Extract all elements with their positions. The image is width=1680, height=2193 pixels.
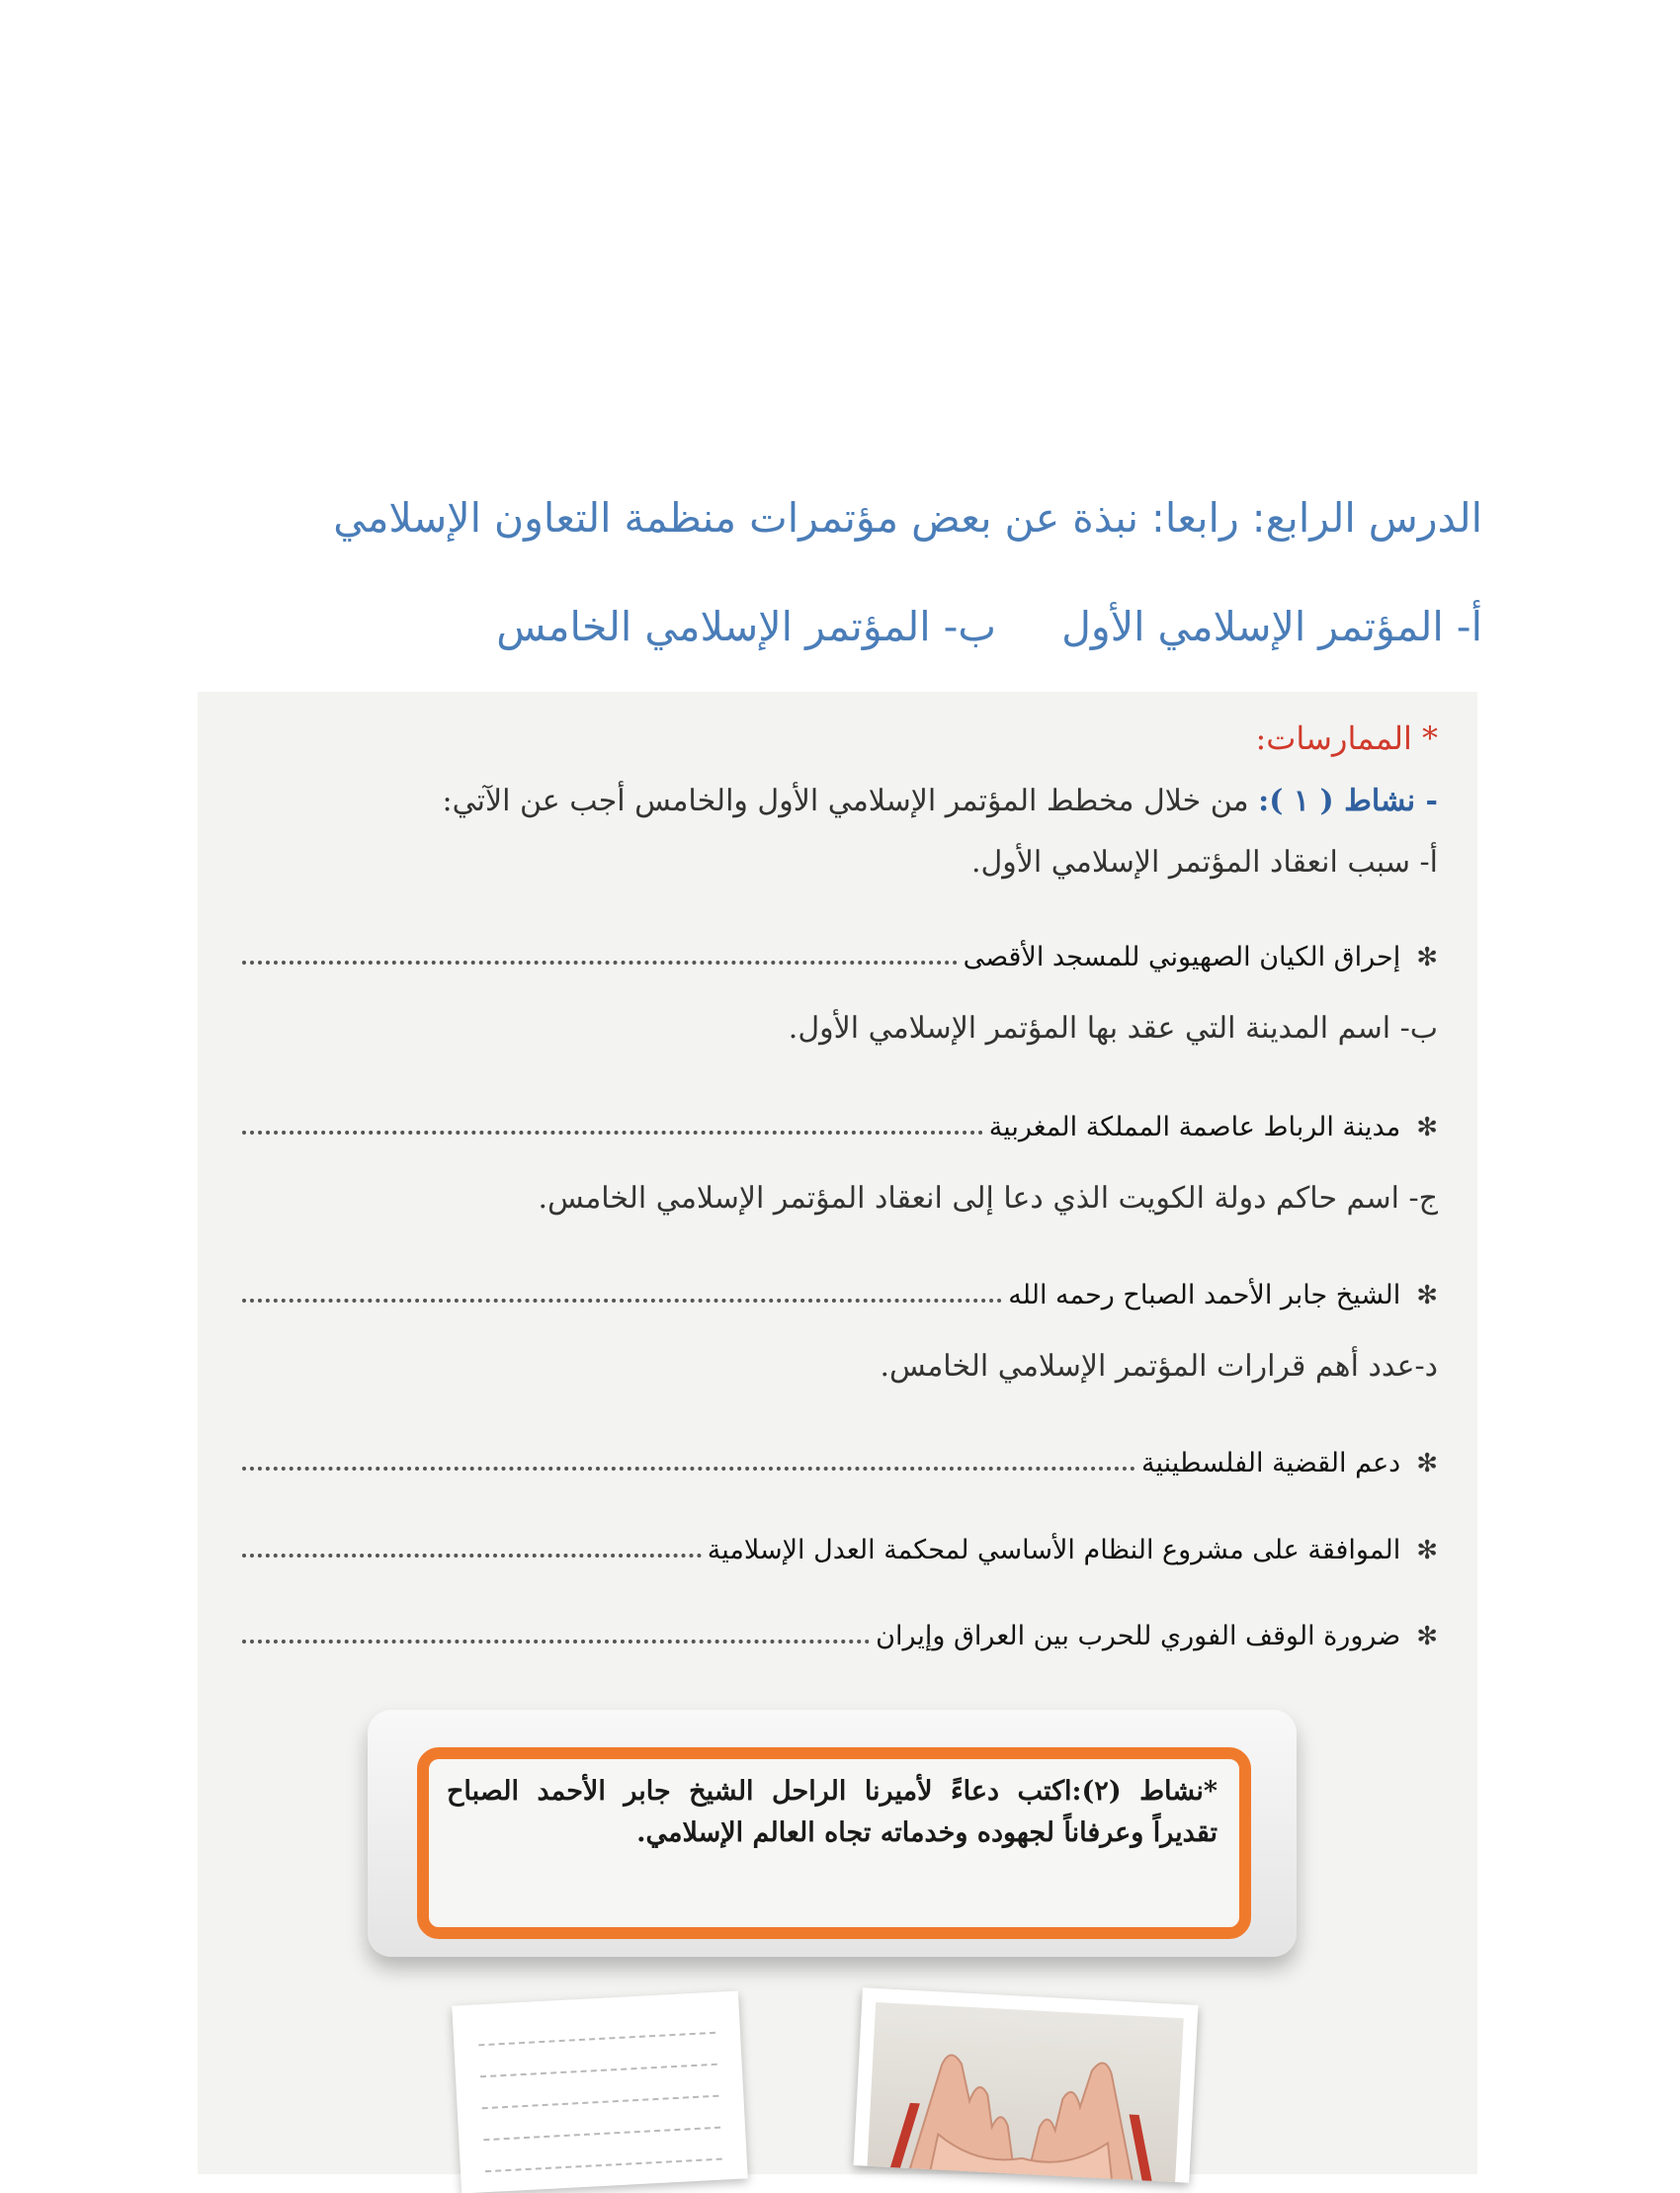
answer-text: الموافقة على مشروع النظام الأساسي لمحكمة العدل الإسلامية xyxy=(707,1535,1401,1565)
asterisk-icon: ✻ xyxy=(1416,1622,1438,1651)
praying-hands-photo xyxy=(854,1987,1199,2183)
asterisk-icon: ✻ xyxy=(1416,1113,1438,1142)
photo-area xyxy=(867,2002,1184,2183)
dotted-answer-line xyxy=(242,1640,870,1644)
answer-text: ضرورة الوقف الفوري للحرب بين العراق وإيران xyxy=(876,1621,1401,1651)
note-line xyxy=(485,2158,722,2173)
answer-line-c[interactable] xyxy=(242,1265,1438,1310)
answer-text: الشيخ جابر الأحمد الصباح رحمه الله xyxy=(1008,1280,1401,1310)
activity2-frame xyxy=(417,1747,1251,1939)
dotted-answer-line xyxy=(242,961,958,965)
dotted-answer-line xyxy=(242,1131,983,1135)
subtitle-first-conference: أ- المؤتمر الإسلامي الأول xyxy=(1061,603,1482,650)
activity1-intro xyxy=(443,784,1438,818)
question-b: ب- اسم المدينة التي عقد بها المؤتمر الإسلامي الأول. xyxy=(788,1011,1438,1046)
activity2-text: *نشاط (٢):اكتب دعاءً لأميرنا الراحل الشيخ جابر الأحمد الصباح تقديراً وعرفاناً لجهوده وخدماته تجاه العالم الإسلامي. xyxy=(447,1776,1218,1848)
asterisk-icon: ✻ xyxy=(1416,1281,1438,1310)
answer-text: إحراق الكيان الصهيوني للمسجد الأقصى xyxy=(963,942,1401,972)
answer-line-b[interactable] xyxy=(242,1097,1438,1142)
lesson-title: الدرس الرابع: رابعا: نبذة عن بعض مؤتمرات منظمة التعاون الإسلامي xyxy=(333,494,1482,542)
lined-notepad-icon[interactable] xyxy=(452,1991,748,2193)
answer-line-a[interactable] xyxy=(242,927,1438,972)
question-c: ج- اسم حاكم دولة الكويت الذي دعا إلى انعقاد المؤتمر الإسلامي الخامس. xyxy=(538,1181,1438,1216)
answer-text: دعم القضية الفلسطينية xyxy=(1141,1448,1401,1478)
subtitle-fifth-conference: ب- المؤتمر الإسلامي الخامس xyxy=(496,603,997,650)
note-line xyxy=(480,2064,717,2078)
practices-heading: * الممارسات: xyxy=(1255,719,1438,757)
asterisk-icon: ✻ xyxy=(1416,1536,1438,1565)
dotted-answer-line xyxy=(242,1299,1002,1303)
note-line xyxy=(478,2032,715,2047)
activity1-text: من خلال مخطط المؤتمر الإسلامي الأول والخامس أجب عن الآتي: xyxy=(442,784,1249,818)
dotted-answer-line xyxy=(242,1467,1135,1471)
worksheet-panel xyxy=(198,692,1477,2174)
answer-line-d2[interactable] xyxy=(242,1520,1438,1565)
note-line xyxy=(483,2127,720,2142)
lesson-subtitle xyxy=(148,603,1482,650)
asterisk-icon: ✻ xyxy=(1416,1449,1438,1478)
asterisk-icon: ✻ xyxy=(1416,943,1438,972)
answer-line-d3[interactable] xyxy=(242,1606,1438,1651)
answer-line-d1[interactable] xyxy=(242,1433,1438,1478)
note-line xyxy=(482,2095,719,2110)
dotted-answer-line xyxy=(242,1554,702,1558)
question-a: أ- سبب انعقاد المؤتمر الإسلامي الأول. xyxy=(970,845,1438,880)
praying-hands-icon xyxy=(867,2002,1184,2183)
question-d: د-عدد أهم قرارات المؤتمر الإسلامي الخامس. xyxy=(880,1349,1438,1384)
activity1-label: - نشاط ( ١ ): xyxy=(1258,784,1438,818)
activity2-card xyxy=(368,1710,1297,1957)
answer-text: مدينة الرباط عاصمة المملكة المغربية xyxy=(988,1112,1401,1142)
